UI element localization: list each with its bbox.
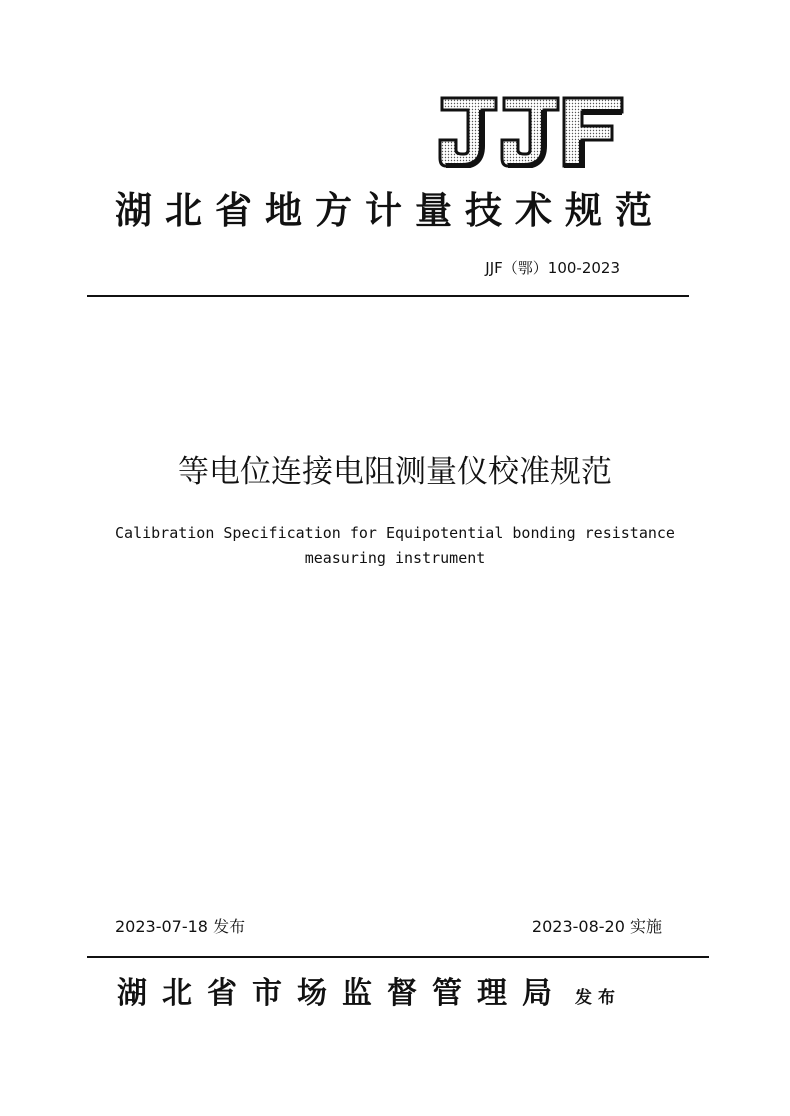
logo-letter-j1 <box>440 98 496 166</box>
document-title-cn: 等电位连接电阻测量仪校准规范 <box>178 454 612 490</box>
document-title-en-line2: measuring instrument <box>304 549 486 567</box>
issuer-name: 湖北省市场监督管理局 <box>117 976 567 1011</box>
document-title-en-line1: Calibration Specification for Equipotential bonding resistance <box>115 524 675 542</box>
issuer-action: 发布 <box>575 988 621 1008</box>
standard-code: JJF（鄂）100-2023 <box>485 259 620 277</box>
jjf-logo <box>438 96 624 168</box>
series-title: 湖北省地方计量技术规范 <box>115 188 665 232</box>
top-divider <box>87 295 689 297</box>
issue-date: 2023-07-18 发布 <box>115 917 246 936</box>
document-title-en <box>40 521 750 571</box>
logo-letter-j2 <box>502 98 558 166</box>
logo-letter-f <box>564 98 622 166</box>
implementation-date: 2023-08-20 实施 <box>531 917 662 936</box>
issuer-line <box>117 972 677 1016</box>
bottom-divider <box>87 956 709 958</box>
